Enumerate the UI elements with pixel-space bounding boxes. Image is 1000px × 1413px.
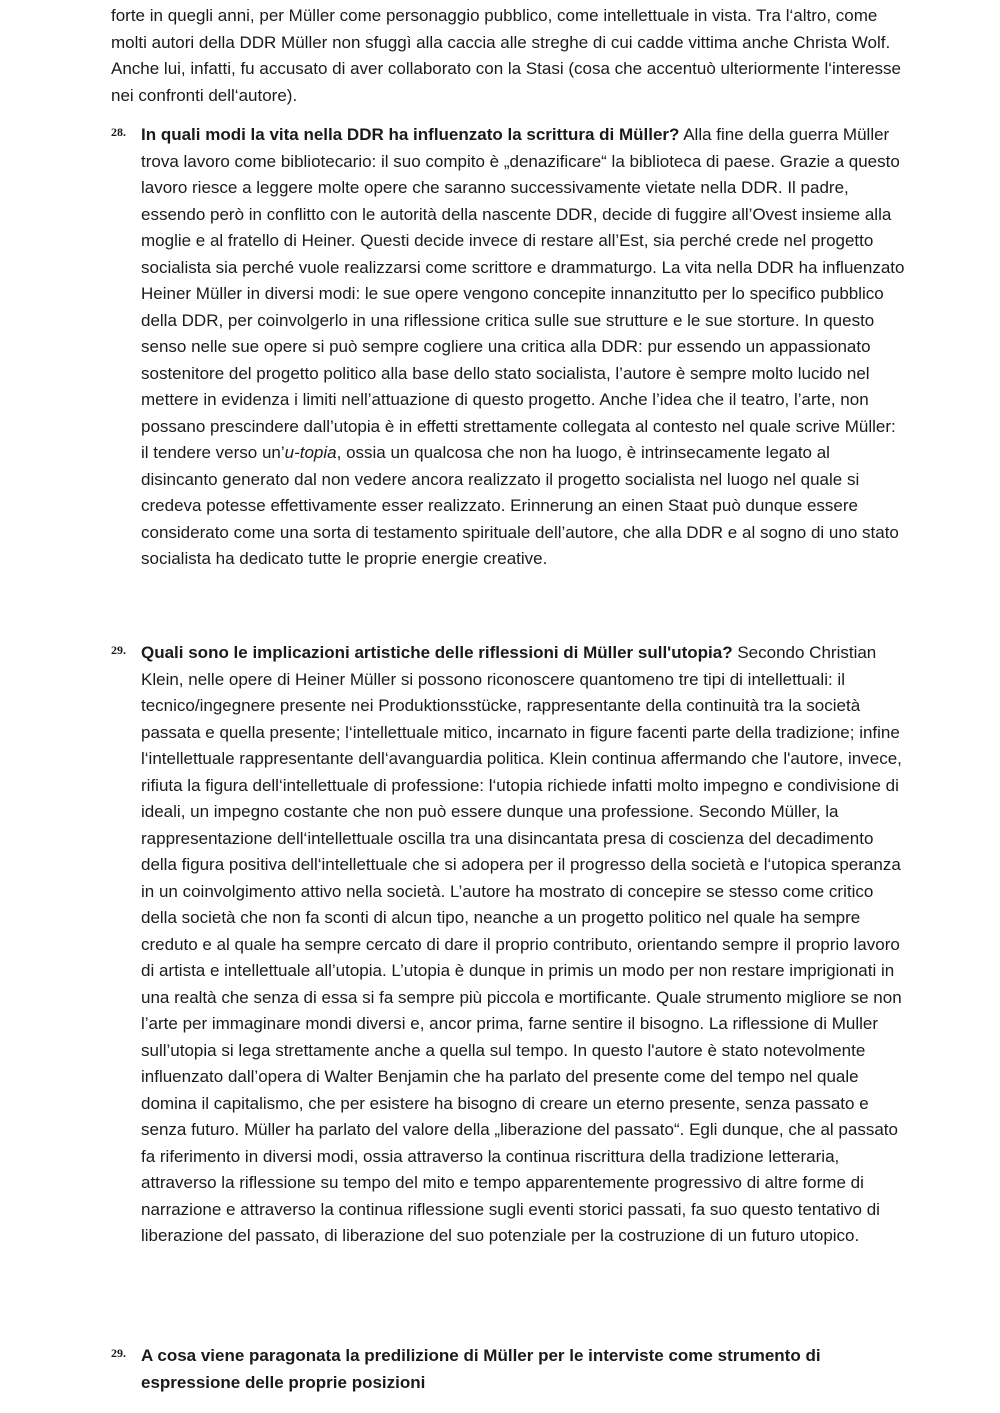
answer-text-continued: , ossia un qualcosa che non ha luogo, è intrinsecamente legato al disincanto generato dal non vedere ancora realizzato il progetto socialista nel luogo nel quale si credeva potesse effettivamente esser realizzato. Erinnerung an einen Staat può dunque essere considerato come una sorta di testamento spirituale dell’autore, che alla DDR e al sogno di uno stato socialista ha dedicato tutte le proprie energie creative. <box>141 443 899 568</box>
question-body <box>141 640 906 1250</box>
answer-text: Alla fine della guerra Müller trova lavoro come bibliotecario: il suo compito è „denazificare“ la biblioteca di paese. Grazie a questo lavoro riesce a leggere molte opere che saranno successivamente vietate nella DDR. Il padre, essendo però in conflitto con le autorità della nascente DDR, decide di fuggire all’Ovest insieme alla moglie e al fratello di Heiner. Questi decide invece di restare all’Est, sia perché crede nel progetto socialista sia perché vuole realizzarsi come scrittore e drammaturgo. La vita nella DDR ha influenzato Heiner Müller in diversi modi: le sue opere vengono concepite innanzitutto per lo specifico pubblico della DDR, per coinvolgerlo in una riflessione critica sulle sue strutture e le sue storture. In questo senso nelle sue opere si può sempre cogliere una critica alla DDR: pur essendo un appassionato sostenitore del progetto politico alla base dello stato socialista, l’autore è sempre molto lucido nel mettere in evidenza i limiti nell’attuazione di questo progetto. Anche l’idea che il teatro, l’arte, non possano prescindere dall’utopia è in effetti strettamente collegata al contesto nel quale scrive Müller: il tendere verso un’ <box>141 125 905 462</box>
question-number: 28. <box>111 125 126 139</box>
intro-paragraph: forte in quegli anni, per Müller come personaggio pubblico, come intellettuale in vista. Tra l‘altro, come molti autori della DDR Müller non sfuggì alla caccia alle streghe di cui cadde vittima anche Christa Wolf. Anche lui, infatti, fu accusato di aver collaborato con la Stasi (cosa che accentuò ulteriormente l‘interesse nei confronti dell‘autore). <box>111 6 901 105</box>
question-item-29 <box>111 640 906 1250</box>
question-heading: A cosa viene paragonata la predilizione di Müller per le interviste come strumento di espressione delle proprie posizioni <box>141 1346 821 1392</box>
question-number: 29. <box>111 643 126 657</box>
question-body <box>141 122 906 573</box>
answer-italic-term: u-topia <box>284 443 337 462</box>
question-number: 29. <box>111 1346 126 1360</box>
question-item-29-second <box>111 1343 906 1396</box>
answer-text: Secondo Christian Klein, nelle opere di Heiner Müller si possono riconoscere quantomeno tre tipi di intellettuali: il tecnico/ingegnere presente nei Produktionsstücke, rappresentante della continuità tra la società passata e quella presente; l‘intellettuale mitico, incarnato in figure facenti parte della tradizione; infine l‘intellettuale rappresentante dell‘avanguardia politica. Klein continua affermando che l'autore, invece, rifiuta la figura dell‘intellettuale di professione: l‘utopia richiede infatti molto impegno e condivisione di ideali, un impegno costante che non può essere dunque una professione. Secondo Müller, la rappresentazione dell‘intellettuale oscilla tra una disincantata presa di coscienza del decadimento della figura positiva dell‘intellettuale che si adopera per il progresso della società e l‘utopica speranza in un coinvolgimento attivo nella società. L’autore ha mostrato di concepire se stesso come critico della società che non fa sconti di alcun tipo, neanche a un progetto politico nel quale ha sempre creduto e al quale ha sempre cercato di dare il proprio contributo, orientando sempre il proprio lavoro di artista e intellettuale all’utopia. L’utopia è dunque in primis un modo per non restare imprigionati in una realtà che senza di essa si fa sempre più piccola e mortificante. Quale strumento migliore se non l’arte per immaginare mondi diversi e, ancor prima, farne sentire il bisogno. La riflessione di Muller sull’utopia si lega strettamente anche a quella sul tempo. In questo l'autore è stato notevolmente influenzato dall’opera di Walter Benjamin che ha parlato del presente come del tempo nel quale domina il capitalismo, che per esistere ha bisogno di creare un eterno presente, senza passato e senza futuro. Müller ha parlato del valore della „liberazione del passato“. Egli dunque, che al passato fa riferimento in diversi modi, ossia attraverso la continua riscrittura della tradizione letteraria, attraverso la riflessione su tempo del mito e tempo apparentemente progressivo di altre forme di narrazione e attraverso la continua riflessione sugli eventi storici passati, fa suo questo tentativo di liberazione del passato, di liberazione del suo potenziale per la costruzione di un futuro utopico. <box>141 643 902 1245</box>
question-heading: In quali modi la vita nella DDR ha influenzato la scrittura di Müller? <box>141 125 680 144</box>
question-item-28 <box>111 122 906 573</box>
question-heading: Quali sono le implicazioni artistiche delle riflessioni di Müller sull'utopia? <box>141 643 733 662</box>
question-body <box>141 1343 906 1396</box>
